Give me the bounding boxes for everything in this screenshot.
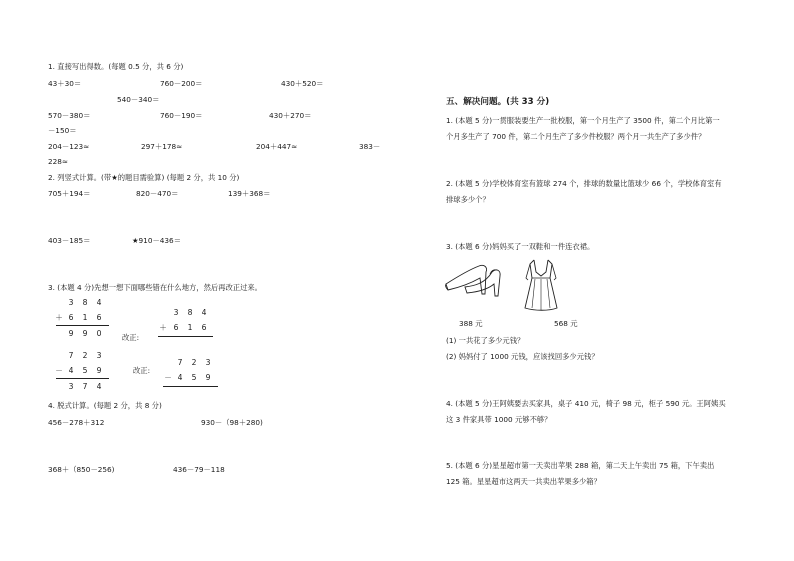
oral-item: 297＋178≈ — [141, 142, 183, 151]
text-line: 125 箱。星星超市这两天一共卖出苹果多少箱？ — [446, 477, 601, 486]
stepwise-item: 456－278＋312 — [48, 418, 105, 427]
column-calc-item: 820－470＝ — [136, 189, 179, 198]
dress-icon — [519, 258, 563, 312]
shoe-price: 388 元 — [459, 319, 483, 328]
section-2-title: 2. 列竖式计算。(带★的题目需验算) (每题 2 分，共 10 分) — [48, 173, 240, 182]
sum-line — [56, 325, 109, 326]
digit: 4 — [201, 308, 207, 317]
text-line: 2. (本题 5 分)学校体育室有篮球 274 个，排球的数量比篮球少 66 个，学校体育室有 — [446, 179, 722, 188]
digit: 2 — [82, 351, 88, 360]
oral-item: 430＋270＝ — [269, 111, 312, 120]
digit: 0 — [96, 329, 102, 338]
section-4-title: 4. 脱式计算。(每题 2 分，共 8 分) — [48, 401, 162, 410]
oral-item: 228≈ — [48, 157, 69, 166]
digit: 6 — [96, 313, 102, 322]
text-line: 3. (本题 6 分)妈妈买了一双鞋和一件连衣裙。 — [446, 242, 595, 251]
oral-item: 204－123≈ — [48, 142, 90, 151]
digit: － — [164, 373, 172, 382]
oral-item: 570－380＝ — [48, 111, 91, 120]
oral-item: 760－200＝ — [160, 79, 203, 88]
difference-line — [56, 378, 109, 379]
text-line: 1. (本题 5 分)一贯服装要生产一批校服，第一个月生产了 3500 件，第二个月比第一 — [446, 116, 720, 125]
digit: 7 — [68, 351, 74, 360]
text-line: 5. (本题 6 分)星星超市第一天卖出苹果 288 箱，第二天上午卖出 75 箱，下午卖出 — [446, 461, 715, 470]
sub-question-2: (2) 妈妈付了 1000 元钱，应该找回多少元钱？ — [446, 352, 599, 361]
oral-item: 430＋520＝ — [281, 79, 324, 88]
digit: 3 — [96, 351, 102, 360]
stepwise-item: 436－79－118 — [173, 465, 225, 474]
oral-item: 43＋30＝ — [48, 79, 82, 88]
text-line: 4. (本题 5 分)王阿姨要去买家具，桌子 410 元，椅子 98 元，柜子 590 元。王阿姨买 — [446, 399, 726, 408]
digit: 1 — [82, 313, 88, 322]
stepwise-item: 930－（98＋280) — [201, 418, 263, 427]
text-line: 这 3 件家具带 1000 元够不够？ — [446, 415, 552, 424]
text-line: 个月多生产了 700 件，第二个月生产了多少件校服？两个月一共生产了多少件？ — [446, 132, 706, 141]
column-calc-item: ★910－436＝ — [132, 236, 181, 245]
digit: 5 — [82, 366, 88, 375]
digit: 9 — [96, 366, 102, 375]
digit: ＋ — [55, 313, 63, 322]
oral-item: 540－340＝ — [117, 95, 160, 104]
digit: 6 — [201, 323, 207, 332]
section-3-title: 3. (本题 4 分)先想一想下面哪些错在什么地方，然后再改正过来。 — [48, 283, 262, 292]
digit: 3 — [68, 382, 74, 391]
digit: 2 — [191, 358, 197, 367]
digit: 4 — [177, 373, 183, 382]
digit: － — [55, 366, 63, 375]
high-heel-shoe-icon — [443, 262, 505, 298]
correction-label: 改正: — [122, 333, 140, 342]
section-5-heading: 五、解决问题。(共 33 分) — [446, 97, 550, 107]
digit: 7 — [177, 358, 183, 367]
digit: 3 — [68, 298, 74, 307]
sum-line — [158, 336, 213, 337]
oral-item: 383－ — [359, 142, 381, 151]
digit: 3 — [205, 358, 211, 367]
digit: 9 — [82, 329, 88, 338]
sub-question-1: (1) 一共花了多少元钱？ — [446, 336, 525, 345]
digit: ＋ — [159, 323, 167, 332]
stepwise-item: 368＋（850－256) — [48, 465, 115, 474]
oral-item: －150＝ — [48, 126, 77, 135]
oral-item: 760－190＝ — [160, 111, 203, 120]
difference-line — [163, 386, 218, 387]
column-calc-item: 705＋194＝ — [48, 189, 91, 198]
digit: 4 — [96, 382, 102, 391]
digit: 6 — [173, 323, 179, 332]
digit: 5 — [191, 373, 197, 382]
digit: 9 — [68, 329, 74, 338]
column-calc-item: 403－185＝ — [48, 236, 91, 245]
digit: 8 — [187, 308, 193, 317]
digit: 9 — [205, 373, 211, 382]
digit: 3 — [173, 308, 179, 317]
section-1-title: 1. 直接写出得数。(每题 0.5 分，共 6 分) — [48, 62, 184, 71]
dress-price: 568 元 — [554, 319, 578, 328]
digit: 4 — [96, 298, 102, 307]
text-line: 排球多少个？ — [446, 195, 490, 204]
correction-label: 改正: — [133, 366, 151, 375]
digit: 6 — [68, 313, 74, 322]
column-calc-item: 139＋368＝ — [228, 189, 271, 198]
digit: 1 — [187, 323, 193, 332]
oral-item: 204＋447≈ — [256, 142, 298, 151]
digit: 4 — [68, 366, 74, 375]
digit: 8 — [82, 298, 88, 307]
digit: 7 — [82, 382, 88, 391]
